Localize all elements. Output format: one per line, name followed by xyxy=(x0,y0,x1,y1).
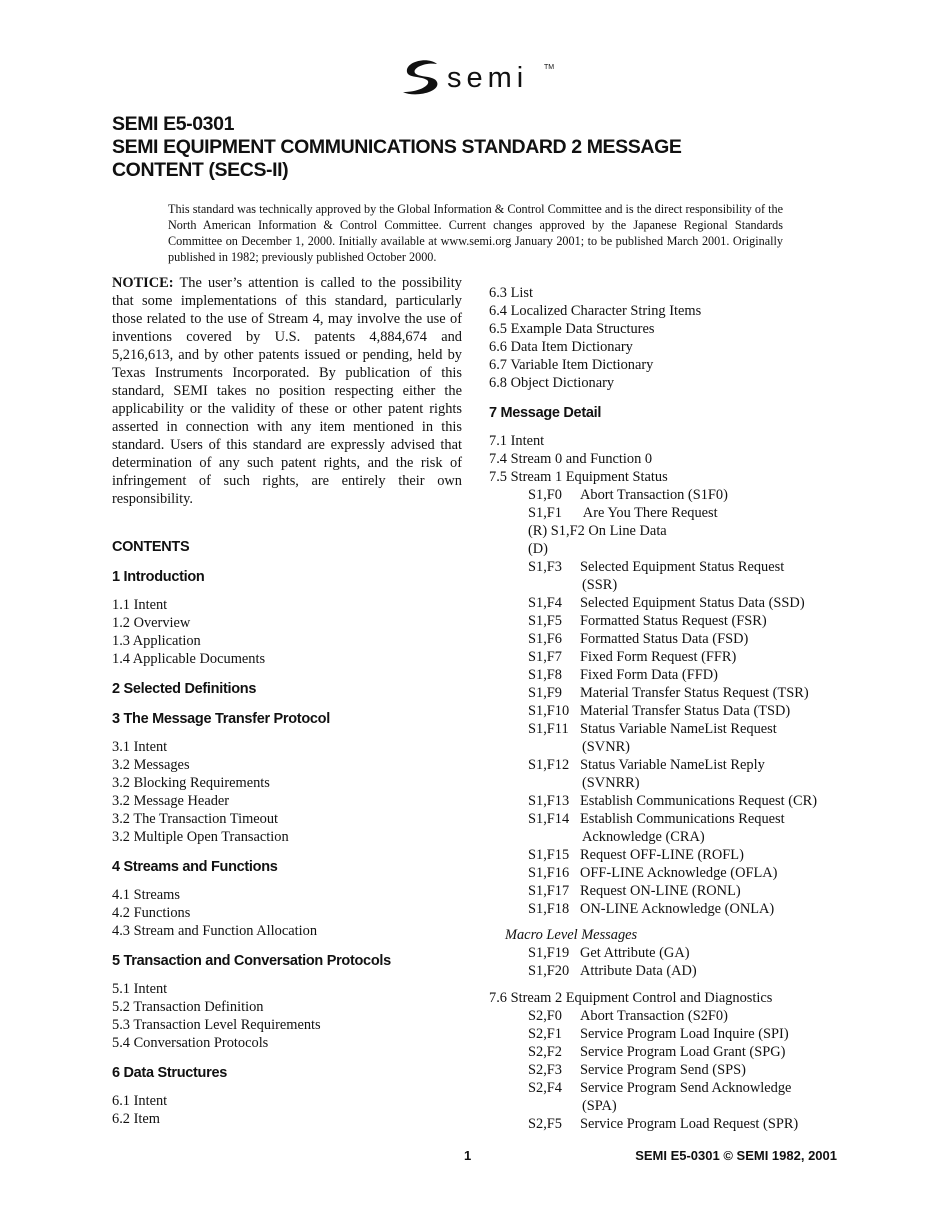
message-title: Abort Transaction (S1F0) xyxy=(580,487,728,503)
stream-1-messages xyxy=(489,486,849,918)
message-code: (R) S1,F2 xyxy=(528,523,585,539)
contents-item: 1.1 Intent xyxy=(112,597,168,613)
message-title: Material Transfer Status Request (TSR) xyxy=(580,685,809,701)
message-entry xyxy=(489,630,849,648)
message-title: Formatted Status Request (FSR) xyxy=(580,613,767,629)
message-entry xyxy=(489,720,849,756)
contents-item: 1.4 Applicable Documents xyxy=(112,651,266,667)
message-title: Fixed Form Data (FFD) xyxy=(580,667,718,683)
message-title: Fixed Form Request (FFR) xyxy=(580,649,737,665)
message-entry xyxy=(489,1061,849,1079)
message-code: S1,F7 xyxy=(528,649,562,665)
footer-copyright: SEMI E5-0301 © SEMI 1982, 2001 xyxy=(635,1148,837,1163)
message-title-continued: (SVNRR) xyxy=(582,775,640,791)
message-entry xyxy=(489,1115,849,1133)
approval-statement: This standard was technically approved by the Global Information & Control Committee and is the direct responsibility of the North American Information & Control Committee. Current changes approved by the Japanese Regional Standards Committee on December 1, 2000. Initially available at www.semi.org January 2001; to be published March 2001. Originally published in 1982; previously published October 2000. xyxy=(168,202,783,264)
contents-list-continued xyxy=(489,284,849,392)
section-heading: 6 Data Structures xyxy=(112,1065,227,1081)
notice-label: NOTICE: xyxy=(112,275,174,291)
message-entry xyxy=(489,522,849,540)
contents-item: 5.1 Intent xyxy=(112,981,168,997)
message-entry xyxy=(489,1007,849,1025)
message-title: Status Variable NameList Reply xyxy=(580,757,765,773)
message-code: S1,F11 xyxy=(528,721,569,737)
notice-text: The user’s attention is called to the possibility that some implementations of this standard, particularly those related to the use of Stream 4, may involve the use of inventions covered by U.S. patents 4,884,674 and 5,216,613, and by other patents issued or pending, held by Texas Instruments Incorporated. By publication of this standard, SEMI takes no position respecting either the applicability or the validity of these or other patent rights asserted in connection with any item mentioned in this standard. Users of this standard are expressly advised that determination of any such patent rights, and the risk of infringement of such rights, are entirely their own responsibility. xyxy=(112,275,462,507)
right-column xyxy=(489,284,849,1133)
message-code: S1,F20 xyxy=(528,963,570,979)
message-code: S2,F5 xyxy=(528,1116,562,1132)
message-code: S1,F14 xyxy=(528,811,570,827)
message-code: S1,F9 xyxy=(528,685,562,701)
contents-item: 5.4 Conversation Protocols xyxy=(112,1035,269,1051)
message-entry xyxy=(489,1043,849,1061)
message-title: Get Attribute (GA) xyxy=(580,945,690,961)
message-title: Abort Transaction (S2F0) xyxy=(580,1008,728,1024)
message-title: Service Program Send (SPS) xyxy=(580,1062,746,1078)
contents-item: 3.2 Blocking Requirements xyxy=(112,775,270,791)
message-title-continued: (SSR) xyxy=(582,577,618,593)
message-code: S1,F13 xyxy=(528,793,570,809)
message-entry xyxy=(489,944,849,962)
contents-item: 7.5 Stream 1 Equipment Status xyxy=(489,469,668,485)
contents-item: 6.4 Localized Character String Items xyxy=(489,303,702,319)
message-entry xyxy=(489,810,849,846)
message-title: Establish Communications Request (CR) xyxy=(580,793,818,809)
message-entry xyxy=(489,540,849,558)
message-title: Request ON-LINE (RONL) xyxy=(580,883,741,899)
message-title-continued: Acknowledge (CRA) xyxy=(582,829,705,845)
message-entry xyxy=(489,882,849,900)
message-entry xyxy=(489,962,849,980)
contents-item: 6.5 Example Data Structures xyxy=(489,321,655,337)
page-footer xyxy=(0,1148,950,1168)
semi-logo xyxy=(399,58,559,100)
message-title: Request OFF-LINE (ROFL) xyxy=(580,847,744,863)
message-code: S1,F16 xyxy=(528,865,570,881)
message-code: S1,F0 xyxy=(528,487,562,503)
message-title: OFF-LINE Acknowledge (OFLA) xyxy=(580,865,778,881)
message-title: Establish Communications Request xyxy=(580,811,785,827)
message-code: S1,F3 xyxy=(528,559,562,575)
title-line-1: SEMI E5-0301 xyxy=(112,113,235,135)
logo-wordmark: semi xyxy=(447,62,529,94)
contents-item: 6.3 List xyxy=(489,285,533,301)
message-title: Service Program Send Acknowledge xyxy=(580,1080,792,1096)
message-code: S1,F18 xyxy=(528,901,570,917)
message-entry xyxy=(489,846,849,864)
message-entry xyxy=(489,504,849,522)
contents-item: 5.2 Transaction Definition xyxy=(112,999,264,1015)
contents-sections xyxy=(112,568,462,1128)
message-title: Formatted Status Data (FSD) xyxy=(580,631,749,647)
section-7-heading: 7 Message Detail xyxy=(489,405,602,421)
contents-item: 6.7 Variable Item Dictionary xyxy=(489,357,654,373)
contents-item: 3.2 Messages xyxy=(112,757,190,773)
message-code: S2,F3 xyxy=(528,1062,562,1078)
message-title: Attribute Data (AD) xyxy=(580,963,697,979)
document-title xyxy=(112,113,832,182)
contents-item: 3.1 Intent xyxy=(112,739,168,755)
stream-2-messages xyxy=(489,1007,849,1133)
message-entry xyxy=(489,684,849,702)
message-code: (D) xyxy=(528,541,548,557)
section-7-items xyxy=(489,432,849,486)
contents-item: 1.2 Overview xyxy=(112,615,191,631)
message-code: S2,F1 xyxy=(528,1026,562,1042)
message-title: Service Program Load Request (SPR) xyxy=(580,1116,799,1132)
macro-heading: Macro Level Messages xyxy=(505,927,638,943)
message-code: S1,F8 xyxy=(528,667,562,683)
contents-item: 7.1 Intent xyxy=(489,433,545,449)
message-entry xyxy=(489,1025,849,1043)
contents-item: 3.2 The Transaction Timeout xyxy=(112,811,279,827)
section-heading: 4 Streams and Functions xyxy=(112,859,278,875)
message-title: Service Program Load Inquire (SPI) xyxy=(580,1026,789,1042)
message-title: Selected Equipment Status Data (SSD) xyxy=(580,595,805,611)
message-code: S1,F12 xyxy=(528,757,570,773)
contents-item: 6.8 Object Dictionary xyxy=(489,375,615,391)
section-heading: 1 Introduction xyxy=(112,569,205,585)
message-entry xyxy=(489,594,849,612)
message-title: Service Program Load Grant (SPG) xyxy=(580,1044,786,1060)
message-title: ON-LINE Acknowledge (ONLA) xyxy=(580,901,775,917)
macro-messages xyxy=(489,944,849,980)
contents-item: 4.3 Stream and Function Allocation xyxy=(112,923,318,939)
message-code: S1,F6 xyxy=(528,631,562,647)
message-title: On Line Data xyxy=(584,523,667,539)
page-number: 1 xyxy=(464,1148,472,1163)
message-code: S2,F4 xyxy=(528,1080,562,1096)
message-title: Status Variable NameList Request xyxy=(580,721,777,737)
message-entry xyxy=(489,486,849,504)
message-code: S1,F1 xyxy=(528,505,562,521)
message-entry xyxy=(489,792,849,810)
section-heading: 3 The Message Transfer Protocol xyxy=(112,711,330,727)
left-column xyxy=(112,274,462,1128)
message-code: S1,F4 xyxy=(528,595,562,611)
contents-item: 1.3 Application xyxy=(112,633,201,649)
message-code: S2,F2 xyxy=(528,1044,562,1060)
semi-swoosh-icon xyxy=(399,58,445,98)
section-heading: 5 Transaction and Conversation Protocols xyxy=(112,953,391,969)
message-entry xyxy=(489,558,849,594)
message-entry xyxy=(489,1079,849,1115)
message-title-continued: (SVNR) xyxy=(582,739,630,755)
contents-heading: CONTENTS xyxy=(112,539,190,555)
contents-item: 3.2 Multiple Open Transaction xyxy=(112,829,289,845)
message-entry xyxy=(489,756,849,792)
message-title: Selected Equipment Status Request xyxy=(580,559,785,575)
message-entry xyxy=(489,612,849,630)
message-entry xyxy=(489,864,849,882)
message-entry xyxy=(489,666,849,684)
contents-item: 6.1 Intent xyxy=(112,1093,168,1109)
section-7-6: 7.6 Stream 2 Equipment Control and Diagnostics xyxy=(489,990,773,1006)
logo-trademark: TM xyxy=(544,64,555,71)
contents-item: 4.2 Functions xyxy=(112,905,191,921)
message-title: Material Transfer Status Data (TSD) xyxy=(580,703,791,719)
title-line-3: CONTENT (SECS-II) xyxy=(112,159,289,181)
contents-item: 6.6 Data Item Dictionary xyxy=(489,339,633,355)
message-code: S1,F10 xyxy=(528,703,570,719)
message-code: S1,F19 xyxy=(528,945,570,961)
message-title: Are You There Request xyxy=(580,505,718,521)
message-entry xyxy=(489,702,849,720)
message-code: S2,F0 xyxy=(528,1008,562,1024)
title-line-2: SEMI EQUIPMENT COMMUNICATIONS STANDARD 2 MESSAGE xyxy=(112,136,682,158)
message-code: S1,F17 xyxy=(528,883,570,899)
contents-item: 4.1 Streams xyxy=(112,887,180,903)
notice-paragraph xyxy=(112,274,462,508)
message-title-continued: (SPA) xyxy=(582,1098,617,1114)
contents-item: 3.2 Message Header xyxy=(112,793,230,809)
contents-item: 5.3 Transaction Level Requirements xyxy=(112,1017,321,1033)
message-code: S1,F15 xyxy=(528,847,570,863)
message-entry xyxy=(489,900,849,918)
message-entry xyxy=(489,648,849,666)
contents-item: 6.2 Item xyxy=(112,1111,160,1127)
message-code: S1,F5 xyxy=(528,613,562,629)
section-heading: 2 Selected Definitions xyxy=(112,681,257,697)
contents-item: 7.4 Stream 0 and Function 0 xyxy=(489,451,653,467)
